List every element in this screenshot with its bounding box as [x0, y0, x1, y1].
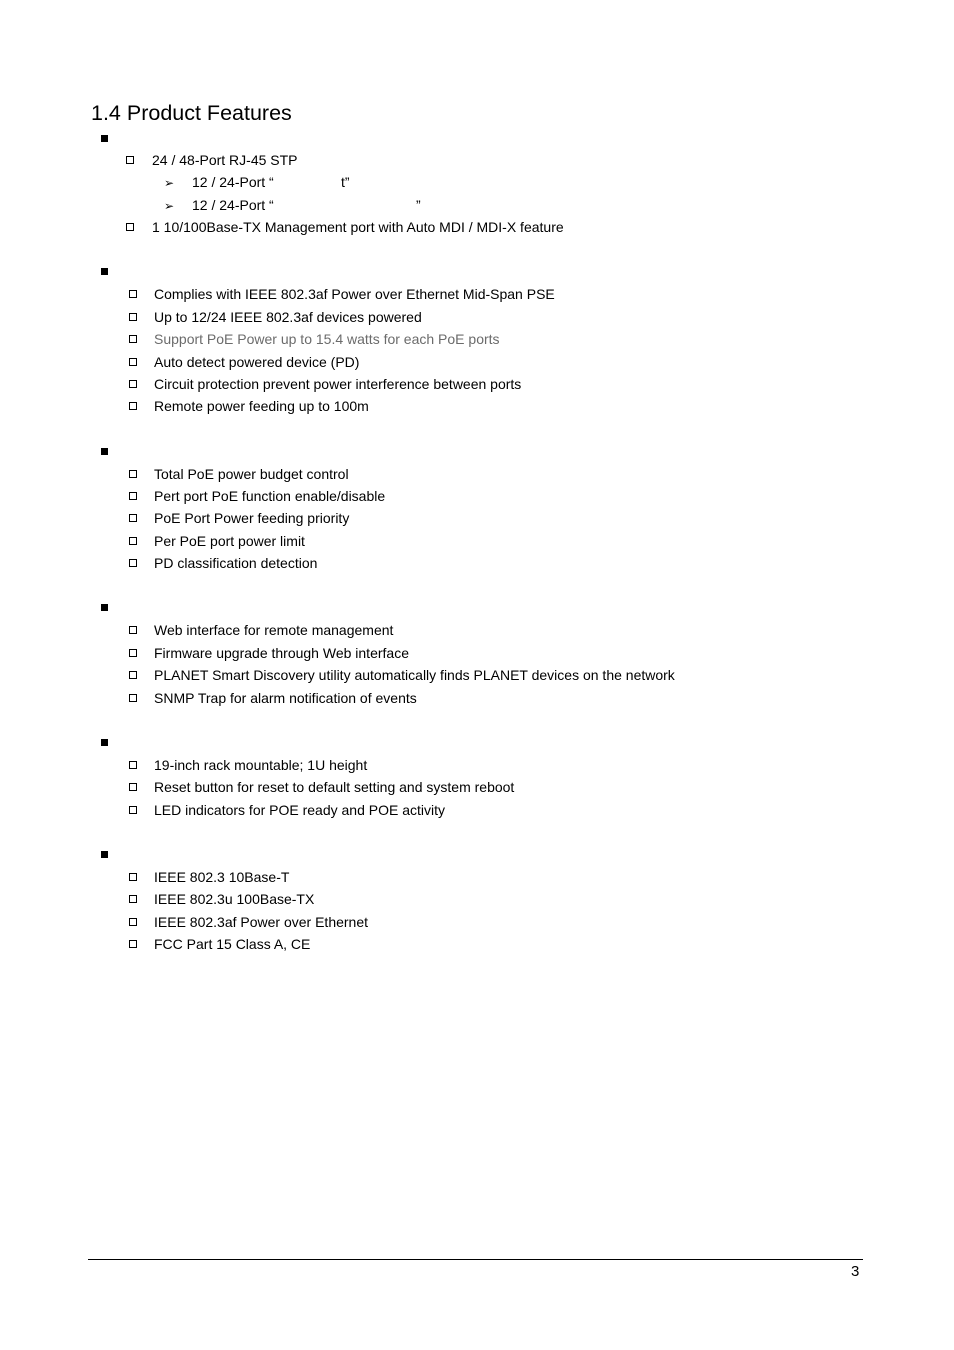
checkbox-icon — [129, 380, 137, 388]
checkbox-icon — [129, 290, 137, 298]
checkbox-icon — [129, 671, 137, 679]
feature-item: PoE Port Power feeding priority — [154, 510, 350, 526]
page-title: 1.4 Product Features — [91, 101, 292, 125]
feature-item: 19-inch rack mountable; 1U height — [154, 757, 368, 773]
feature-item: IEEE 802.3u 100Base-TX — [154, 891, 315, 907]
sub-item-prefix: 12 / 24-Port “ — [192, 174, 274, 190]
feature-item: SNMP Trap for alarm notification of events — [154, 690, 417, 706]
feature-item: Total PoE power budget control — [154, 466, 349, 482]
checkbox-icon — [129, 806, 137, 814]
feature-item: Per PoE port power limit — [154, 533, 305, 549]
checkbox-icon — [129, 940, 137, 948]
feature-item: Reset button for reset to default setting and system reboot — [154, 779, 515, 795]
checkbox-icon — [129, 402, 137, 410]
checkbox-icon — [129, 470, 137, 478]
sub-item-prefix: 12 / 24-Port “ — [192, 197, 274, 213]
page-number: 3 — [851, 1263, 860, 1280]
feature-item: IEEE 802.3af Power over Ethernet — [154, 914, 369, 930]
section-bullet-ports — [101, 135, 108, 142]
section-bullet-hardware — [101, 739, 108, 746]
checkbox-icon — [129, 514, 137, 522]
checkbox-icon — [129, 358, 137, 366]
checkbox-icon — [129, 694, 137, 702]
checkbox-icon — [129, 873, 137, 881]
section-bullet-standards — [101, 851, 108, 858]
arrow-bullet-icon: ➢ — [164, 199, 175, 213]
feature-item: Firmware upgrade through Web interface — [154, 645, 409, 661]
section-bullet-poe — [101, 268, 108, 275]
section-bullet-management — [101, 604, 108, 611]
feature-item: LED indicators for POE ready and POE activity — [154, 802, 446, 818]
checkbox-icon — [126, 223, 134, 231]
feature-item: Support PoE Power up to 15.4 watts for each PoE ports — [154, 331, 500, 347]
feature-item: Circuit protection prevent power interference between ports — [154, 376, 522, 392]
feature-item: Complies with IEEE 802.3af Power over Ethernet Mid-Span PSE — [154, 286, 555, 302]
section-bullet-poe-management — [101, 448, 108, 455]
feature-item: Pert port PoE function enable/disable — [154, 488, 386, 504]
sub-item-suffix: t” — [341, 174, 350, 190]
feature-item: PD classification detection — [154, 555, 318, 571]
checkbox-icon — [129, 626, 137, 634]
feature-item: PLANET Smart Discovery utility automatically finds PLANET devices on the network — [154, 667, 675, 683]
feature-item: IEEE 802.3 10Base-T — [154, 869, 290, 885]
sub-item-suffix: ” — [416, 197, 421, 213]
checkbox-icon — [129, 895, 137, 903]
checkbox-icon — [126, 156, 134, 164]
footer-divider — [88, 1259, 863, 1260]
feature-item: Up to 12/24 IEEE 802.3af devices powered — [154, 309, 422, 325]
checkbox-icon — [129, 649, 137, 657]
feature-item: Auto detect powered device (PD) — [154, 354, 360, 370]
checkbox-icon — [129, 335, 137, 343]
checkbox-icon — [129, 918, 137, 926]
feature-item: 1 10/100Base-TX Management port with Auto MDI / MDI-X feature — [152, 219, 564, 235]
checkbox-icon — [129, 492, 137, 500]
feature-item: 24 / 48-Port RJ-45 STP — [152, 152, 298, 168]
feature-item: FCC Part 15 Class A, CE — [154, 936, 311, 952]
checkbox-icon — [129, 313, 137, 321]
checkbox-icon — [129, 761, 137, 769]
checkbox-icon — [129, 537, 137, 545]
feature-item: Remote power feeding up to 100m — [154, 398, 369, 414]
checkbox-icon — [129, 783, 137, 791]
checkbox-icon — [129, 559, 137, 567]
feature-item: Web interface for remote management — [154, 622, 394, 638]
arrow-bullet-icon: ➢ — [164, 176, 175, 190]
